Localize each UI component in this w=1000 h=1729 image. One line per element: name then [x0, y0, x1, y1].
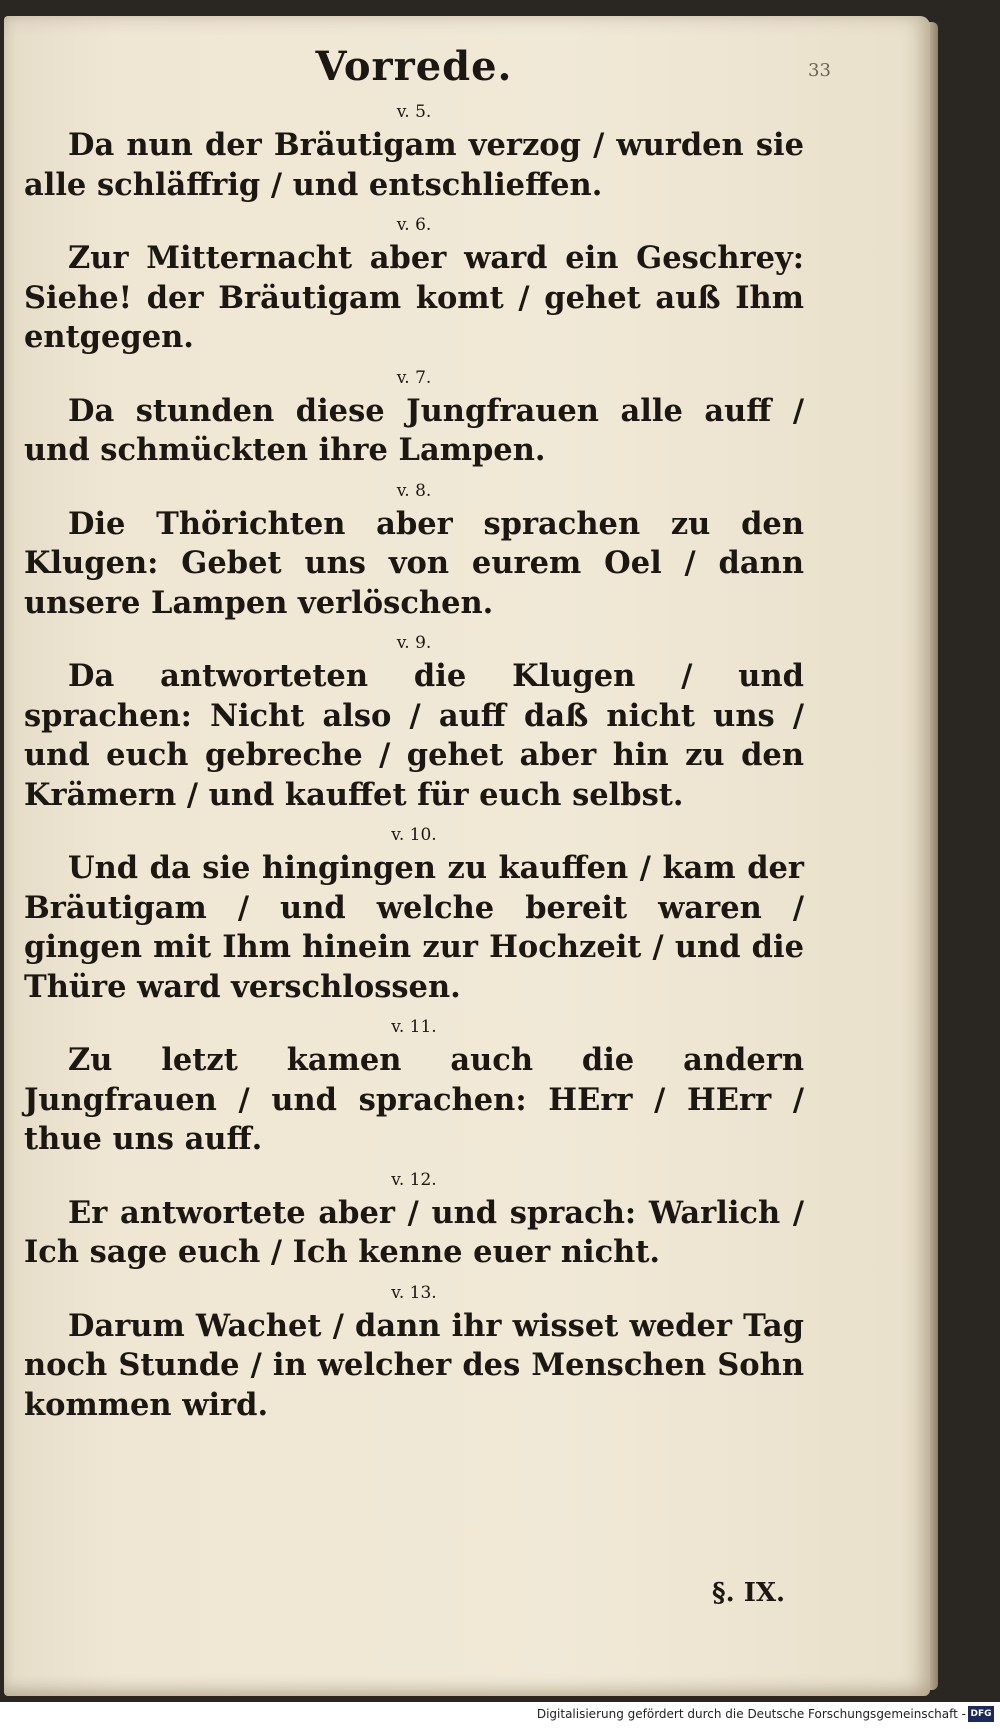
verse	[24, 98, 804, 205]
verse-text: Er antwortete aber / und sprach: Warlich / Ich sage euch / Ich kenne euer nicht.	[24, 1194, 804, 1270]
verse-text: Da nun der Bräutigam verzog / wurden sie alle schläffrig / und entschlieffen.	[24, 127, 804, 203]
verse-number: v. 11.	[391, 1017, 437, 1037]
verse	[24, 1279, 804, 1426]
footer	[0, 1702, 1000, 1729]
dfg-logo: DFG	[968, 1706, 994, 1722]
verse-number: v. 9.	[396, 633, 432, 653]
verse-text: Und da sie hingingen zu kauffen / kam der Bräutigam / und welche bereit waren / gingen mit Ihm hinein zur Hochzeit / und die Thüre ward verschlossen.	[24, 850, 804, 1005]
verse	[24, 477, 804, 624]
verse-number: v. 7.	[396, 367, 432, 388]
verse-text: Zu letzt kamen auch die andern Jungfrauen / und sprachen: HErr / HErr / thue uns auff.	[24, 1042, 804, 1157]
verse	[24, 364, 804, 471]
verse-text: Da stunden diese Jungfrauen alle auff / und schmückten ihre Lampen.	[24, 392, 804, 468]
verse	[24, 211, 804, 358]
verse-text: Die Thörichten aber sprachen zu den Klugen: Gebet uns von eurem Oel / dann unsere Lampen verlöschen.	[24, 505, 804, 621]
verse-text: Darum Wachet / dann ihr wisset weder Tag noch Stunde / in welcher des Menschen Sohn kommen wird.	[24, 1307, 804, 1423]
verse-number: v. 10.	[391, 825, 437, 845]
verse-number: v. 13.	[391, 1282, 437, 1303]
catchword: §. IX.	[712, 1578, 786, 1608]
verse-number: v. 5.	[396, 102, 432, 122]
verse-text: Da antworteten die Klugen / und sprachen: Nicht also / auff daß nicht uns / und euch gebreche / gehet aber hin zu den Krämern / und kauffet für euch selbst.	[24, 658, 804, 813]
page-text	[24, 36, 804, 1431]
page-mark: 33	[808, 60, 831, 81]
verse	[24, 1166, 804, 1273]
verse-text: Zur Mitternacht aber ward ein Geschrey: Siehe! der Bräutigam komt / gehet auß Ihm entgegen.	[24, 240, 804, 355]
verse-number: v. 6.	[396, 215, 432, 235]
page-title: Vorrede.	[315, 43, 513, 90]
verse	[24, 821, 804, 1007]
verse-number: v. 12.	[391, 1169, 437, 1190]
footer-credit: Digitalisierung gefördert durch die Deutsche Forschungsgemeinschaft -	[536, 1707, 966, 1721]
verse	[24, 629, 804, 815]
verse-number: v. 8.	[396, 480, 432, 501]
verse	[24, 1013, 804, 1160]
